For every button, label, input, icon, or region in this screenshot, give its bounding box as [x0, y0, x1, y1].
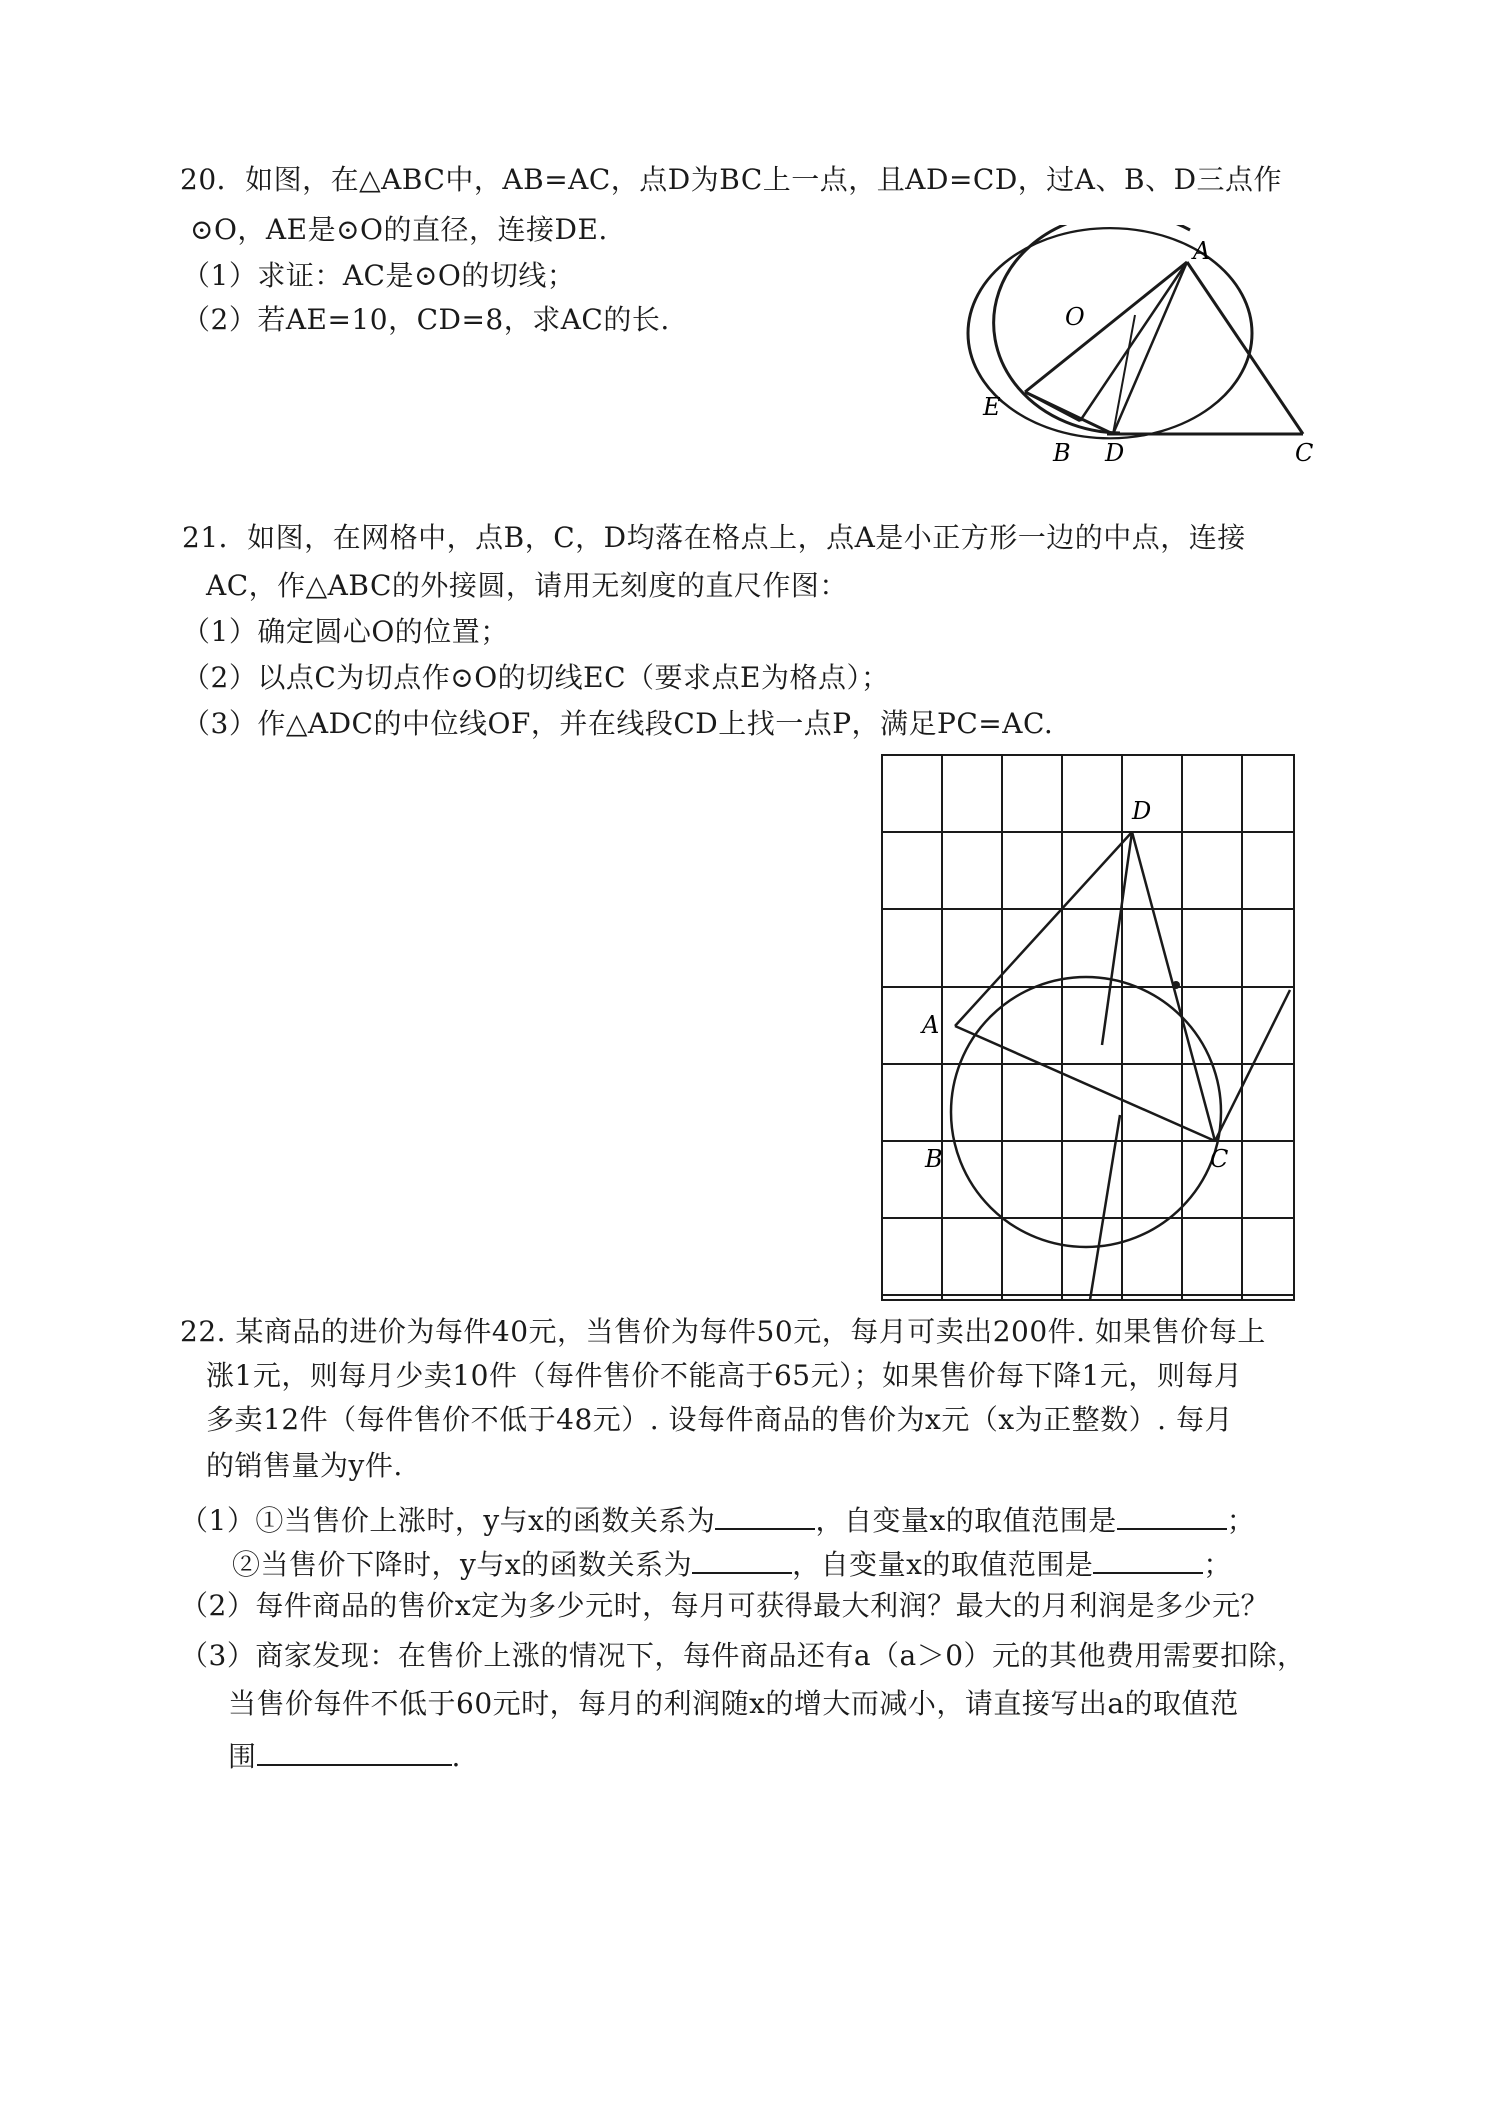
q22-part3-line3: [228, 1738, 461, 1771]
q21-label-d: D: [1132, 797, 1152, 825]
q22-part1b-blank-function[interactable]: [692, 1546, 792, 1574]
q22-part1b-mid: ，自变量x的取值范围是: [792, 1548, 1094, 1581]
q21-part1: （1）确定圆心O的位置；: [182, 615, 509, 648]
q22-part1a-pre: （1）①当售价上涨时，y与x的函数关系为: [180, 1504, 716, 1537]
q22-part1b-end: ；: [1203, 1548, 1232, 1581]
q20-label-o: O: [1065, 303, 1085, 331]
q20-segment-ac: [1187, 262, 1303, 434]
q22-part1a-end: ；: [1226, 1504, 1256, 1537]
q20-part2: （2）若AE=10，CD=8，求AC的长.: [182, 303, 670, 336]
q20-label-a: A: [1193, 237, 1211, 265]
q22-part3-blank-range[interactable]: [257, 1738, 452, 1766]
q21-point-f: [1172, 981, 1180, 989]
q22-line3: 多卖12件（每件售价不低于48元）. 设每件商品的售价为x元（x为正整数）. 每月: [206, 1403, 1233, 1436]
q22-part1a-blank-function[interactable]: [715, 1502, 815, 1530]
q20-part1: （1）求证：AC是⊙O的切线；: [182, 259, 576, 292]
q21-part2: （2）以点C为切点作⊙O的切线EC（要求点E为格点）；: [182, 661, 890, 694]
q22-part1b-blank-range[interactable]: [1093, 1546, 1203, 1574]
q21-segment-ac: [955, 1026, 1215, 1141]
q22-part1a-mid: ，自变量x的取值范围是: [815, 1504, 1117, 1537]
q21-circumcircle: [951, 977, 1221, 1247]
q22-part3-line3-pre: 围: [228, 1740, 257, 1773]
q20-figure: [965, 225, 1355, 470]
q20-segment-ae: [1025, 262, 1187, 392]
q22-line4: 的销售量为y件.: [206, 1449, 403, 1482]
q20-label-c: C: [1295, 439, 1314, 467]
q20-segment-ad: [1113, 262, 1187, 434]
q22-part3-line2: 当售价每件不低于60元时，每月的利润随x的增大而减小，请直接写出a的取值范: [228, 1687, 1239, 1720]
q21-label-b: B: [925, 1145, 943, 1173]
q20-label-d: D: [1105, 439, 1125, 467]
q21-segment-d-mid: [1102, 832, 1132, 1045]
q22-part3-line3-end: .: [451, 1740, 461, 1773]
q20-segment-od: [1113, 315, 1135, 434]
q20-segment-ab: [1080, 262, 1187, 421]
q20-line2: ⊙O，AE是⊙O的直径，连接DE.: [190, 213, 608, 246]
q21-line1: 21．如图，在网格中，点B，C，D均落在格点上，点A是小正方形一边的中点，连接: [182, 521, 1246, 554]
q20-line1: 20．如图，在△ABC中，AB=AC，点D为BC上一点，且AD=CD，过A、B、D三点作: [180, 163, 1283, 196]
q22-part1b-pre: ②当售价下降时，y与x的函数关系为: [232, 1548, 693, 1581]
q22-part1b: [232, 1546, 1232, 1579]
q21-label-c: C: [1210, 1145, 1229, 1173]
q21-segment-ec: [1215, 990, 1290, 1141]
q20-label-e: E: [983, 393, 1001, 421]
q21-segment-perp: [1090, 1115, 1120, 1300]
q22-line2: 涨1元，则每月少卖10件（每件售价不能高于65元）；如果售价每下降1元，则每月: [206, 1359, 1243, 1392]
q22-part1a-blank-range[interactable]: [1117, 1502, 1227, 1530]
q20-label-b: B: [1053, 439, 1071, 467]
q21-figure: [870, 745, 1315, 1310]
q22-part3-line1: （3）商家发现：在售价上涨的情况下，每件商品还有a（a＞0）元的其他费用需要扣除，: [180, 1639, 1306, 1672]
q22-part1a: [180, 1502, 1255, 1535]
q21-label-a: A: [922, 1011, 940, 1039]
q21-segment-ad: [955, 832, 1132, 1026]
q21-line2: AC，作△ABC的外接圆，请用无刻度的直尺作图：: [206, 569, 848, 602]
q21-part3: （3）作△ADC的中位线OF，并在线段CD上找一点P，满足PC=AC.: [182, 707, 1054, 740]
q22-line1: 22. 某商品的进价为每件40元，当售价为每件50元，每月可卖出200件. 如果售价每上: [180, 1315, 1266, 1348]
q22-part2: （2）每件商品的售价x定为多少元时，每月可获得最大利润？最大的月利润是多少元？: [180, 1589, 1270, 1622]
